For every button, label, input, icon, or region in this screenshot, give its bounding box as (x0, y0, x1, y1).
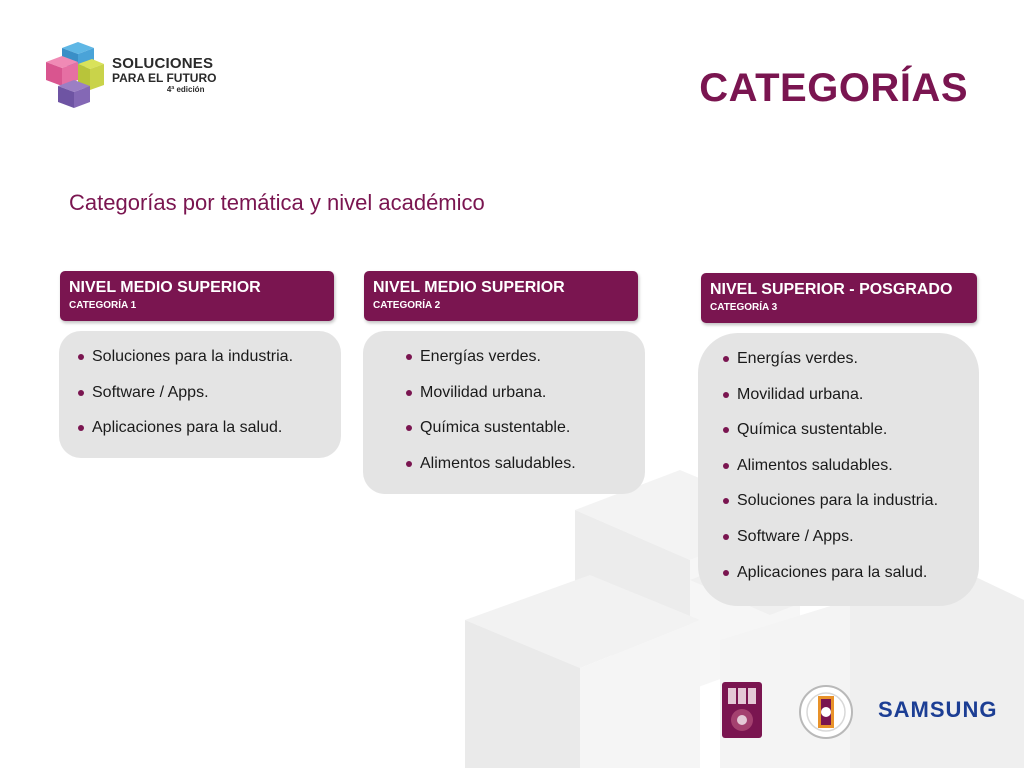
category-1-topics (59, 331, 341, 458)
category-1-header (60, 271, 334, 321)
page-title: CATEGORÍAS (699, 66, 968, 110)
category-2-level: NIVEL MEDIO SUPERIOR (373, 279, 565, 296)
list-item: Soluciones para la industria. (77, 347, 331, 367)
category-2-header (364, 271, 638, 321)
logo-line2: PARA EL FUTURO (112, 71, 217, 85)
logo-edition: 4ª edición (166, 85, 205, 94)
category-3-topics (698, 333, 979, 606)
list-item: Movilidad urbana. (722, 385, 969, 405)
category-3-header (701, 273, 977, 323)
list-item: Aplicaciones para la salud. (722, 563, 969, 583)
samsung-logo: SAMSUNG (878, 697, 998, 722)
list-item: Movilidad urbana. (405, 383, 635, 403)
list-item: Química sustentable. (722, 420, 969, 440)
logo-line1: SOLUCIONES (112, 55, 214, 72)
logo-text (112, 56, 216, 95)
category-3-number: CATEGORÍA 3 (710, 302, 778, 313)
list-item: Alimentos saludables. (722, 456, 969, 476)
ipn-logo (720, 680, 764, 740)
list-item: Software / Apps. (77, 383, 331, 403)
list-item: Energías verdes. (722, 349, 969, 369)
list-item: Aplicaciones para la salud. (77, 418, 331, 438)
list-item: Energías verdes. (405, 347, 635, 367)
category-1-level: NIVEL MEDIO SUPERIOR (69, 279, 261, 296)
category-1-number: CATEGORÍA 1 (69, 300, 137, 311)
list-item: Química sustentable. (405, 418, 635, 438)
ipn-school-seal-logo (796, 684, 856, 740)
category-2-topics (363, 331, 645, 494)
list-item: Soluciones para la industria. (722, 491, 969, 511)
list-item: Alimentos saludables. (405, 454, 635, 474)
page-subtitle: Categorías por temática y nivel académico (69, 190, 485, 215)
category-2-number: CATEGORÍA 2 (373, 300, 441, 311)
category-3-level: NIVEL SUPERIOR - POSGRADO (710, 281, 953, 298)
list-item: Software / Apps. (722, 527, 969, 547)
